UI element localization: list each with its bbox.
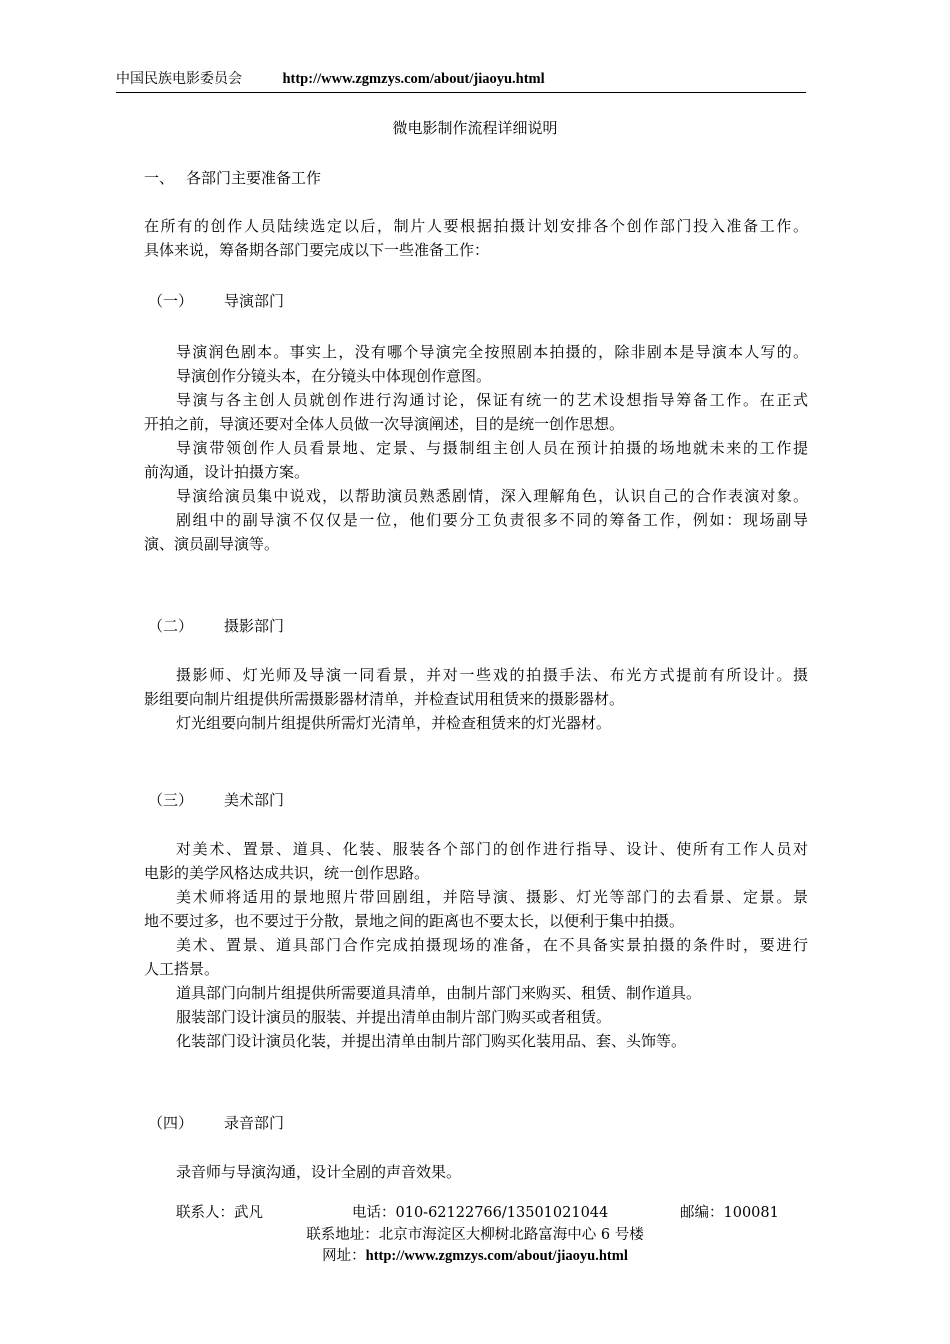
footer-website-label: 网址：	[322, 1248, 366, 1264]
subsection-heading-sound	[144, 1111, 808, 1135]
paragraph-line: 影组要向制片组提供所需摄影器材清单，并检查试用租赁来的摄影器材。	[144, 690, 625, 708]
paragraph-line: 对美术、置景、道具、化装、服装各个部门的创作进行指导、设计、使所有工作人员对	[176, 840, 808, 858]
intro-paragraph	[144, 214, 808, 262]
footer-contact: 联系人：武凡	[176, 1205, 263, 1221]
paragraph-line: 电影的美学风格达成共识，统一创作思路。	[144, 864, 430, 882]
paragraph-line: 开拍之前，导演还要对全体人员做一次导演阐述，目的是统一创作思想。	[144, 415, 625, 433]
subsection-number: （一）	[148, 292, 194, 310]
paragraph-line: 具体来说，筹备期各部门要完成以下一些准备工作：	[144, 241, 490, 259]
section-heading-text: 各部门主要准备工作	[186, 169, 322, 187]
header-org: 中国民族电影委员会	[116, 71, 242, 87]
subsection-heading-text: 导演部门	[224, 292, 285, 310]
camera-body	[144, 663, 808, 735]
sound-body	[144, 1160, 808, 1184]
paragraph-line: 导演给演员集中说戏，以帮助演员熟悉剧情，深入理解角色，认识自己的合作表演对象。	[176, 487, 808, 505]
paragraph-line: 美术、置景、道具部门合作完成拍摄现场的准备，在不具备实景拍摄的条件时，要进行	[176, 936, 808, 954]
document-title: 微电影制作流程详细说明	[392, 119, 558, 137]
paragraph-line: 化装部门设计演员化装，并提出清单由制片部门购买化装用品、套、头饰等。	[176, 1032, 687, 1050]
subsection-heading-text: 摄影部门	[224, 617, 285, 635]
footer-phone: 电话：010-62122766/13501021044	[352, 1205, 609, 1221]
subsection-heading-directing	[144, 289, 808, 313]
footer-postcode: 邮编：100081	[680, 1205, 779, 1221]
art-body	[144, 837, 808, 1053]
footer-website-url[interactable]: http://www.zgmzys.com/about/jiaoyu.html	[365, 1248, 628, 1264]
paragraph-line: 导演创作分镜头本，在分镜头中体现创作意图。	[176, 367, 492, 385]
paragraph-line: 剧组中的副导演不仅仅是一位，他们要分工负责很多不同的筹备工作，例如：现场副导	[176, 511, 808, 529]
paragraph-line: 灯光组要向制片组提供所需灯光清单，并检查租赁来的灯光器材。	[176, 714, 612, 732]
paragraph-line: 人工搭景。	[144, 960, 220, 978]
section-heading-1	[144, 166, 808, 190]
subsection-heading-art	[144, 788, 808, 812]
paragraph-line: 道具部门向制片组提供所需要道具清单，由制片部门来购买、租赁、制作道具。	[176, 984, 702, 1002]
paragraph-line: 美术师将适用的景地照片带回剧组，并陪导演、摄影、灯光等部门的去看景、定景。景	[176, 888, 808, 906]
subsection-number: （四）	[148, 1114, 194, 1132]
paragraph-line: 摄影师、灯光师及导演一同看景，并对一些戏的拍摄手法、布光方式提前有所设计。摄	[176, 666, 808, 684]
footer-website	[0, 1244, 950, 1265]
header-url[interactable]: http://www.zgmzys.com/about/jiaoyu.html	[282, 71, 545, 87]
subsection-heading-camera	[144, 614, 808, 638]
paragraph-line: 导演带领创作人员看景地、定景、与摄制组主创人员在预计拍摄的场地就未来的工作提	[176, 439, 808, 457]
subsection-heading-text: 美术部门	[224, 791, 285, 809]
paragraph-line: 导演润色剧本。事实上，没有哪个导演完全按照剧本拍摄的，除非剧本是导演本人写的。	[176, 343, 808, 361]
paragraph-line: 在所有的创作人员陆续选定以后，制片人要根据拍摄计划安排各个创作部门投入准备工作。	[144, 217, 808, 235]
paragraph-line: 服装部门设计演员的服装、并提出清单由制片部门购买或者租赁。	[176, 1008, 612, 1026]
paragraph-line: 录音师与导演沟通，设计全剧的声音效果。	[176, 1163, 462, 1181]
page-header	[116, 68, 806, 93]
paragraph-line: 前沟通，设计拍摄方案。	[144, 463, 310, 481]
paragraph-line: 演、演员副导演等。	[144, 535, 280, 553]
paragraph-line: 导演与各主创人员就创作进行沟通讨论，保证有统一的艺术设想指导筹备工作。在正式	[176, 391, 808, 409]
subsection-number: （二）	[148, 617, 194, 635]
subsection-number: （三）	[148, 791, 194, 809]
paragraph-line: 地不要过多，也不要过于分散，景地之间的距离也不要太长，以便利于集中拍摄。	[144, 912, 685, 930]
directing-body	[144, 340, 808, 556]
section-number: 一、	[144, 169, 175, 187]
footer-address: 联系地址：北京市海淀区大柳树北路富海中心 6 号楼	[306, 1227, 644, 1243]
subsection-heading-text: 录音部门	[224, 1114, 285, 1132]
